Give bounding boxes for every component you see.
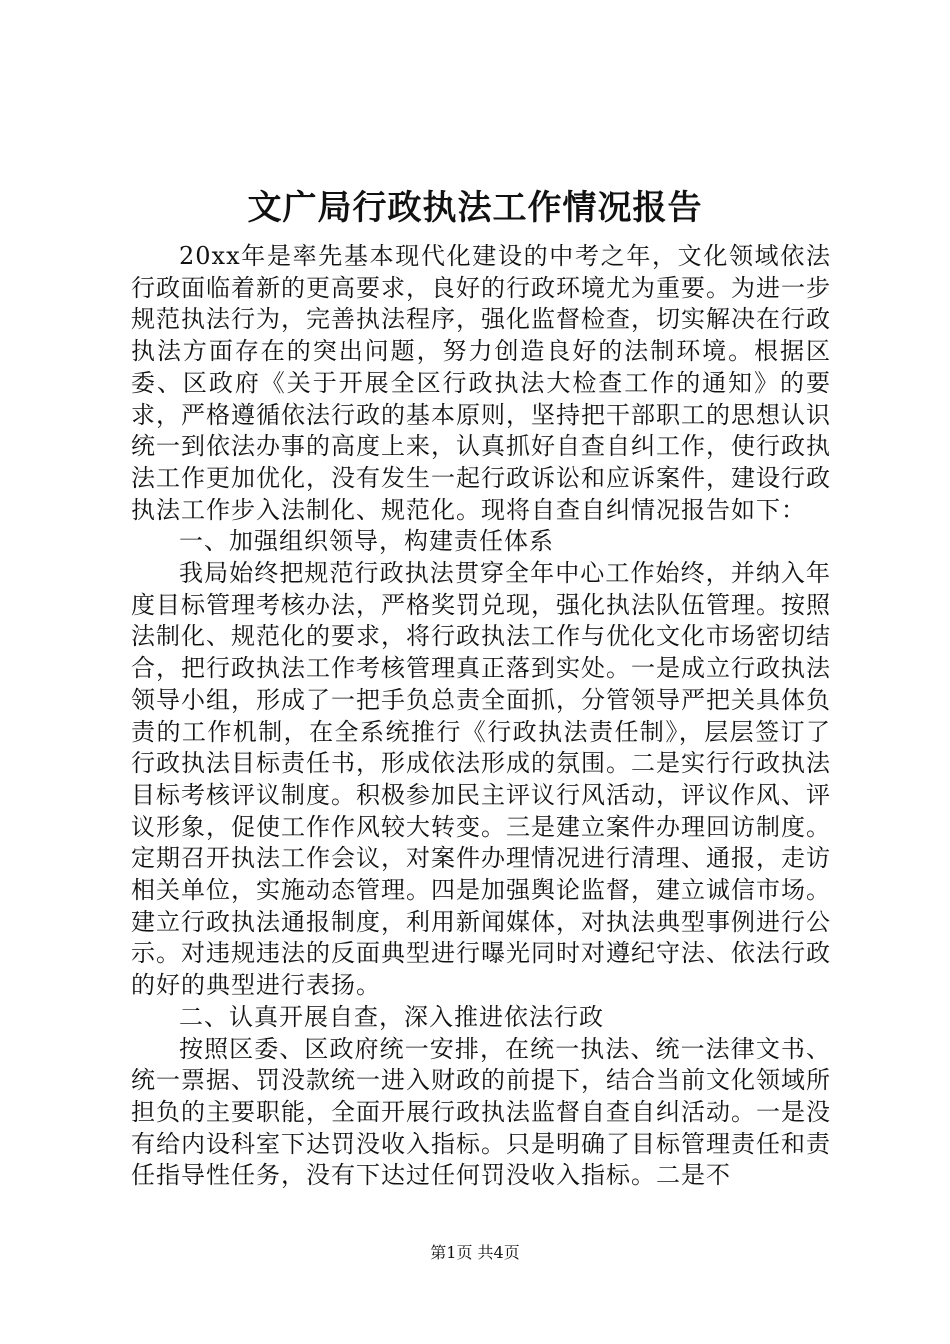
paragraph-section-1: 我局始终把规范行政执法贯穿全年中心工作始终，并纳入年度目标管理考核办法，严格奖罚兑现，强化执法队伍管理。按照法制化、规范化的要求，将行政执法工作与优化文化市场密切结合，把行政执法工作考核管理真正落到实处。一是成立行政执法领导小组，形成了一把手负总责全面抓，分管领导严把关具体负责的工作机制，在全系统推行《行政执法责任制》，层层签订了行政执法目标责任书，形成依法形成的氛围。二是实行行政执法目标考核评议制度。积极参加民主评议行风活动，评议作风、评议形象，促使工作作风较大转变。三是建立案件办理回访制度。定期召开执法工作会议，对案件办理情况进行清理、通报，走访相关单位，实施动态管理。四是加强舆论监督，建立诚信市场。建立行政执法通报制度，利用新闻媒体，对执法典型事例进行公示。对违规违法的反面典型进行曝光同时对遵纪守法、依法行政的好的典型进行表扬。 bbox=[131, 559, 831, 1000]
section-heading-2: 二、认真开展自查，深入推进依法行政 bbox=[179, 1002, 604, 1031]
section-heading-1: 一、加强组织领导，构建责任体系 bbox=[179, 527, 554, 556]
paragraph-section-2: 按照区委、区政府统一安排，在统一执法、统一法律文书、统一票据、罚没款统一进入财政的前提下，结合当前文化领域所担负的主要职能，全面开展行政执法监督自查自纠活动。一是没有给内设科室下达罚没收入指标。只是明确了目标管理责任和责任指导性任务，没有下达过任何罚没收入指标。二是不 bbox=[131, 1034, 831, 1190]
paragraph-intro: 20xx年是率先基本现代化建设的中考之年，文化领域依法行政面临着新的更高要求，良好的行政环境尤为重要。为进一步规范执法行为，完善执法程序，强化监督检查，切实解决在行政执法方面存在的突出问题，努力创造良好的法制环境。根据区委、区政府《关于开展全区行政执法大检查工作的通知》的要求，严格遵循依法行政的基本原则，坚持把干部职工的思想认识统一到依法办事的高度上来，认真抓好自查自纠工作，使行政执法工作更加优化，没有发生一起行政诉讼和应诉案件，建设行政执法工作步入法制化、规范化。现将自查自纠情况报告如下： bbox=[131, 242, 831, 524]
document-title: 文广局行政执法工作情况报告 bbox=[247, 188, 703, 228]
page-footer: 第1页 共4页 bbox=[430, 1243, 520, 1262]
document-body bbox=[131, 241, 831, 1192]
